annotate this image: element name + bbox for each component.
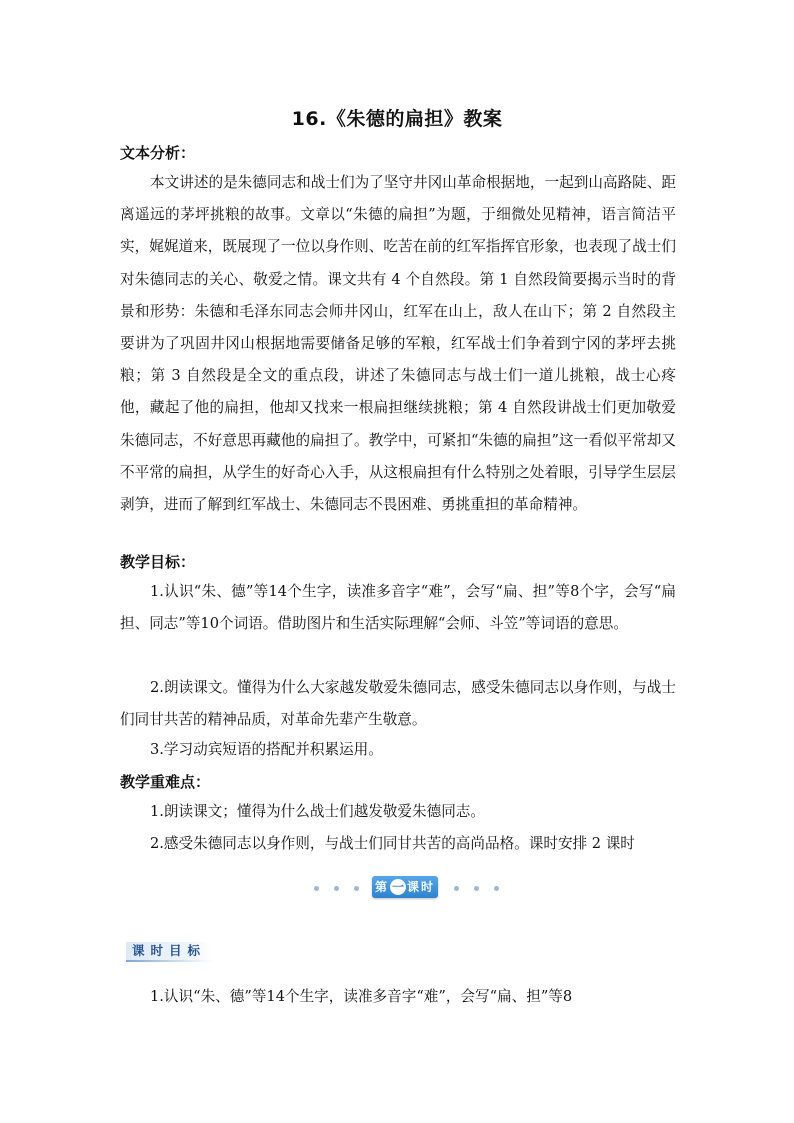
lesson-badge-first: 第 [374,880,389,894]
lesson-goal-line-text: 1.认识“朱、德”等14个生字，读准多音字“难”，会写“扁、担”等8 [150,988,573,1005]
lesson-badge-middle: 一 [391,880,404,894]
divider-dot [334,886,339,891]
key-point-1 [120,796,676,828]
goal-item-1 [120,576,676,640]
goals-heading: 教学目标： [120,553,196,571]
lesson-divider [0,874,794,902]
tag-label: 课时目标 [132,943,207,958]
lesson-badge [372,876,438,898]
divider-dot [494,886,499,891]
key-points-heading: 教学重难点： [120,773,211,791]
tag-underline [126,960,212,962]
key-point-1-text: 1.朗读课文；懂得为什么战士们越发敬爱朱德同志。 [150,803,485,820]
divider-dot [314,886,319,891]
key-point-2 [120,828,676,860]
goal-item-3 [120,734,676,766]
key-point-2-text: 2.感受朱德同志以身作则，与战士们同甘共苦的高尚品格。课时安排 2 课时 [150,835,635,852]
divider-dot [474,886,479,891]
goal-item-2-text: 2.朗读课文。懂得为什么大家越发敬爱朱德同志，感受朱德同志以身作则，与战士们同甘共苦的精神品质，对革命先辈产生敬意。 [120,679,676,729]
goal-item-2 [120,672,676,736]
analysis-heading: 文本分析： [120,144,196,162]
analysis-paragraph [120,167,676,521]
lesson-goal-line [120,987,680,1007]
goal-item-3-text: 3.学习动宾短语的搭配并积累运用。 [150,741,383,758]
analysis-text: 本文讲述的是朱德同志和战士们为了坚守井冈山革命根据地，一起到山高路陡、距离遥远的茅坪挑粮的故事。文章以“朱德的扁担”为题，于细微处见精神，语言简洁平实，娓娓道来，既展现了一位以身作则、吃苦在前的红军指挥官形象，也表现了战士们对朱德同志的关心、敬爱之情。课文共有 4 个自然段。第 1 自然段简要揭示当时的背景和形势：朱德和毛泽东同志会师井冈山，红军在山上，敌人在山下；第 2 自然段主要讲为了巩固井冈山根据地需要储备足够的军粮，红军战士们争着到宁冈的茅坪去挑粮；第 3 自然段是全文的重点段，讲述了朱德同志与战士们一道儿挑粮，战士心疼他，藏起了他的扁担，他却又找来一根扁担继续挑粮；第 4 自然段讲战士们更加敬爱朱德同志，不好意思再藏他的扁担了。教学中，可紧扣“朱德的扁担”这一看似平常却又不平常的扁担，从学生的好奇心入手，从这根扁担有什么特别之处着眼，引导学生层层剥笋，进而了解到红军战士、朱德同志不畏困难、勇挑重担的革命精神。 [120,174,676,514]
goal-item-1-text: 1.认识“朱、德”等14个生字，读准多音字“难”，会写“扁、担”等8个字，会写“扁担、同志”等10个词语。借助图片和生活实际理解“会师、斗笠”等词语的意思。 [120,583,676,633]
divider-dot [354,886,359,891]
lesson-badge-last: 课时 [407,880,436,894]
divider-dot [454,886,459,891]
lesson-goals-tag [126,938,212,962]
page-title: 16.《朱德的扁担》教案 [291,108,503,130]
